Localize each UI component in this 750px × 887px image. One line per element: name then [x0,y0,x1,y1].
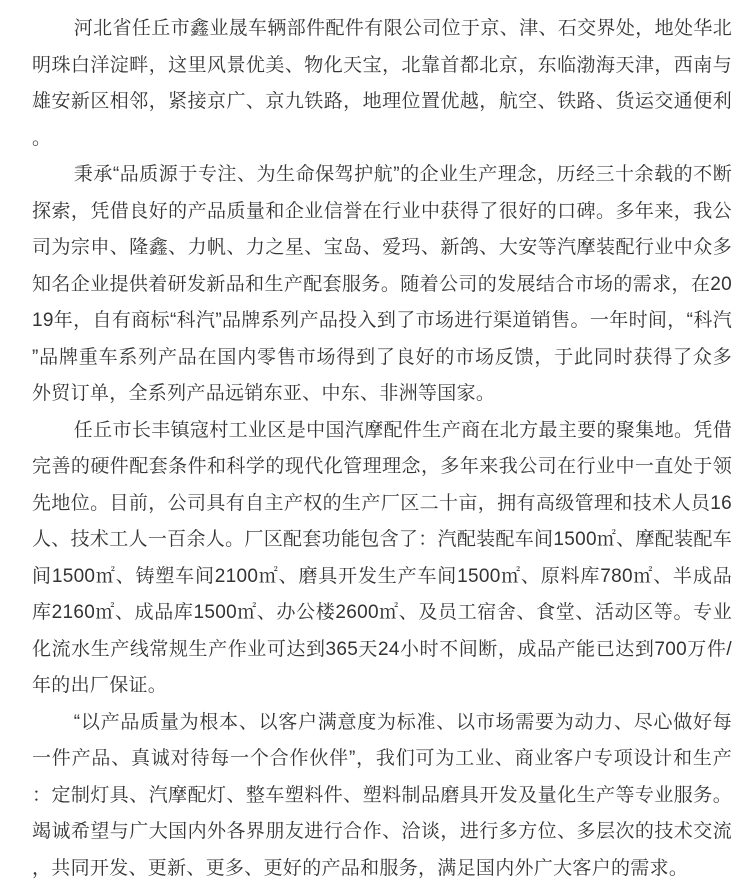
paragraph-company-philosophy-brand: 秉承“品质源于专注、为生命保驾护航”的企业生产理念，历经三十余载的不断探索，凭借良好的产品质量和企业信誉在行业中获得了很好的口碑。多年来，我公司为宗申、隆鑫、力帆、力之星、宝岛、爱玛、新鸽、大安等汽摩装配行业中众多知名企业提供着研发新品和生产配套服务。随着公司的发展结合市场的需求，在2019年，自有商标“科汽”品牌系列产品投入到了市场进行渠道销售。一年时间，“科汽”品牌重车系列产品在国内零售市场得到了良好的市场反馈，于此同时获得了众多外贸订单，全系列产品远销东亚、中东、非洲等国家。 [32,157,732,413]
paragraph-company-location: 河北省任丘市鑫业晟车辆部件配件有限公司位于京、津、石交界处，地处华北明珠白洋淀畔，这里风景优美、物化天宝，北靠首都北京，东临渤海天津，西南与雄安新区相邻，紧接京广、京九铁路，地理位置优越，航空、铁路、货运交通便利。 [32,11,732,157]
paragraph-factory-facilities: 任丘市长丰镇寇村工业区是中国汽摩配件生产商在北方最主要的聚集地。凭借完善的硬件配套条件和科学的现代化管理理念，多年来我公司在行业中一直处于领先地位。目前，公司具有自主产权的生产厂区二十亩，拥有高级管理和技术人员16人、技术工人一百余人。厂区配套功能包含了：汽配装配车间1500㎡、摩配装配车间1500㎡、铸塑车间2100㎡、磨具开发生产车间1500㎡、原料库780㎡、半成品库2160㎡、成品库1500㎡、办公楼2600㎡、及员工宿舍、食堂、活动区等。专业化流水生产线常规生产作业可达到365天24小时不间断，成品产能已达到700万件/年的出厂保证。 [32,413,732,705]
paragraph-services-cooperation: “以产品质量为根本、以客户满意度为标准、以市场需要为动力、尽心做好每一件产品、真诚对待每一个合作伙伴”，我们可为工业、商业客户专项设计和生产：定制灯具、汽摩配灯、整车塑料件、塑料制品磨具开发及量化生产等专业服务。竭诚希望与广大国内外各界朋友进行合作、洽谈，进行多方位、多层次的技术交流，共同开发、更新、更多、更好的产品和服务，满足国内外广大客户的需求。 [32,705,732,887]
